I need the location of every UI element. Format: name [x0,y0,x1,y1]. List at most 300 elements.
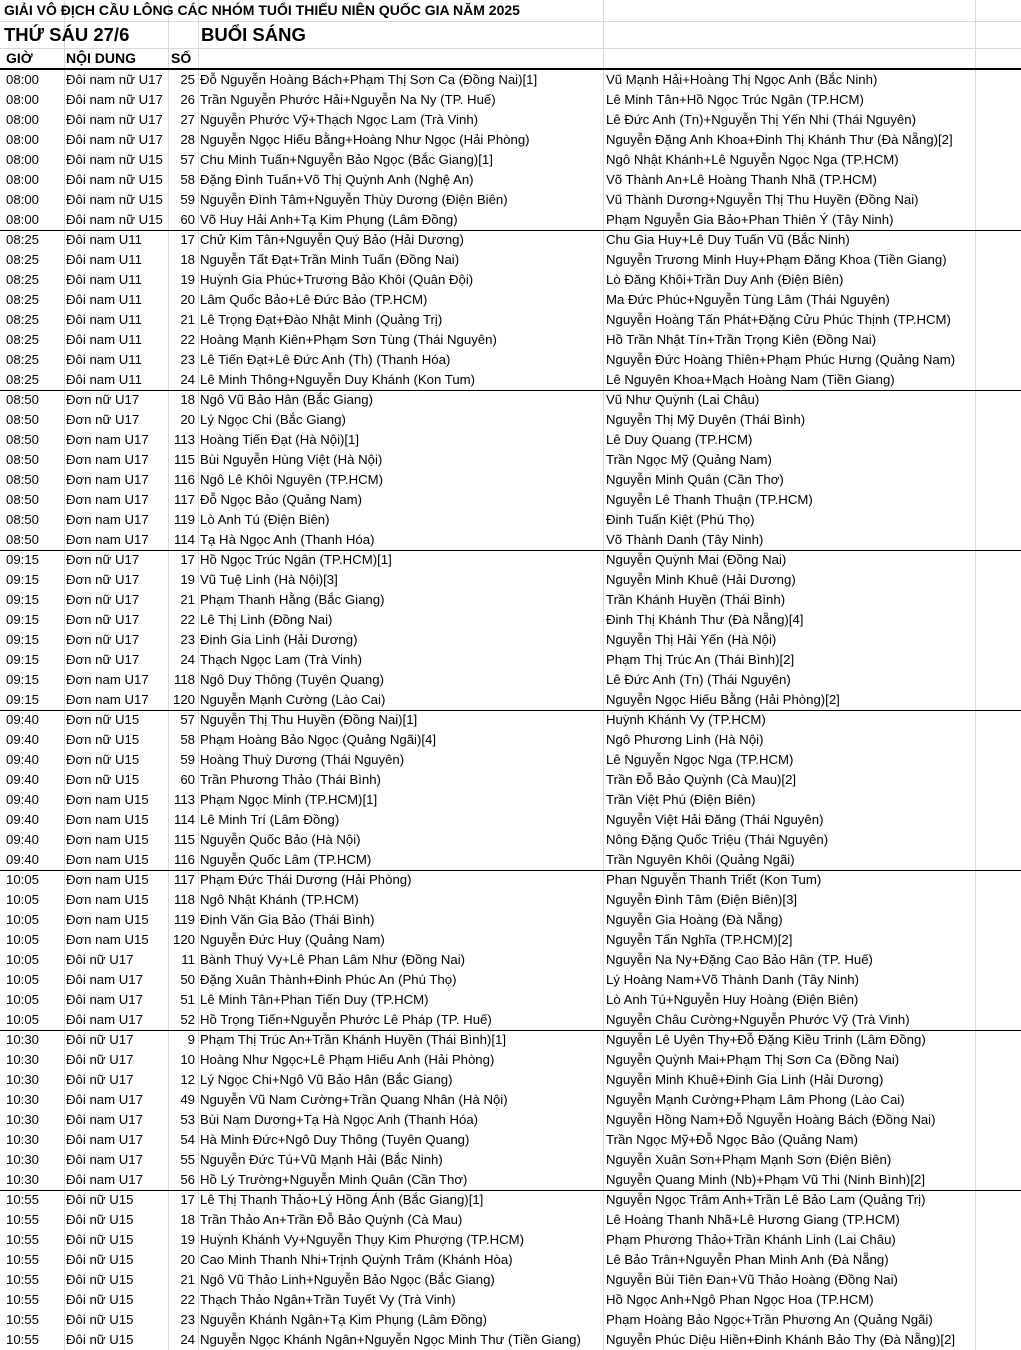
match-time: 10:55 [6,1212,40,1227]
player-side-b: Ma Đức Phúc+Nguyễn Tùng Lâm (Thái Nguyên) [606,292,890,307]
match-time: 09:15 [6,551,40,567]
match-number: 114 [173,532,195,547]
player-side-a: Lý Ngọc Chi+Ngô Vũ Bảo Hân (Bắc Giang) [200,1072,453,1087]
match-time: 10:05 [6,871,40,887]
match-number: 17 [180,1191,195,1207]
match-number: 118 [173,892,195,907]
player-side-a: Nguyễn Khánh Ngân+Tạ Kim Phụng (Lâm Đồng) [200,1312,487,1327]
player-side-b: Lê Hoàng Thanh Nhã+Lê Hương Giang (TP.HCM) [606,1212,900,1227]
player-side-a: Đinh Gia Linh (Hải Dương) [200,632,358,647]
match-event: Đôi nữ U15 [66,1252,134,1267]
match-time: 09:15 [6,652,40,667]
match-time: 09:40 [6,732,40,747]
player-side-b: Nông Đặng Quốc Triệu (Thái Nguyên) [606,832,829,847]
player-side-a: Hồ Ngọc Trúc Ngân (TP.HCM)[1] [200,551,392,567]
match-time: 10:30 [6,1092,40,1107]
match-event: Đơn nam U15 [66,832,149,847]
match-number: 52 [180,1012,195,1027]
match-event: Đơn nam U17 [66,492,149,507]
match-event: Đôi nam U11 [66,272,142,287]
table-row [0,730,1021,750]
player-side-a: Lê Thị Linh (Đồng Nai) [200,612,333,627]
match-number: 117 [173,492,195,507]
match-number: 25 [180,72,195,87]
match-event: Đơn nam U17 [66,452,149,467]
table-row [0,1130,1021,1150]
player-side-b: Võ Thành Danh (Tây Ninh) [606,532,764,547]
match-event: Đôi nam U11 [66,352,142,367]
match-time: 09:15 [6,672,40,687]
player-side-b: Nguyễn Trương Minh Huy+Phạm Đăng Khoa (Tiền Giang) [606,252,947,267]
match-event: Đơn nam U17 [66,692,149,707]
match-event: Đôi nam U11 [66,252,142,267]
match-time: 08:25 [6,332,40,347]
player-side-b: Lý Hoàng Nam+Võ Thành Danh (Tây Ninh) [606,972,860,987]
table-row [0,90,1021,110]
match-event: Đơn nữ U17 [66,551,140,567]
match-time: 08:00 [6,152,40,167]
player-side-b: Vũ Mạnh Hải+Hoàng Thị Ngọc Anh (Bắc Ninh) [606,72,878,87]
table-row [0,450,1021,470]
match-number: 17 [180,551,195,567]
player-side-b: Nguyễn Hồng Nam+Đỗ Nguyễn Hoàng Bách (Đồng Nai) [606,1112,936,1127]
table-row [0,190,1021,210]
match-event: Đôi nam nữ U17 [66,92,163,107]
player-side-a: Ngô Duy Thông (Tuyên Quang) [200,672,384,687]
match-event: Đôi nữ U15 [66,1292,134,1307]
match-time: 08:25 [6,312,40,327]
table-row [0,70,1021,90]
match-time: 09:15 [6,632,40,647]
player-side-a: Phạm Hoàng Bảo Ngọc (Quảng Ngãi)[4] [200,732,437,747]
table-row [0,850,1021,870]
player-side-b: Phan Nguyễn Thanh Triết (Kon Tum) [606,871,822,887]
match-event: Đơn nam U15 [66,912,149,927]
match-time: 09:40 [6,852,40,867]
player-side-a: Lò Anh Tú (Điện Biên) [200,512,330,527]
match-event: Đôi nam U11 [66,231,142,247]
player-side-b: Nguyễn Châu Cường+Nguyễn Phước Vỹ (Trà Vinh) [606,1012,910,1027]
match-event: Đơn nam U15 [66,812,149,827]
table-row [0,810,1021,830]
match-number: 57 [180,152,195,167]
player-side-b: Võ Thành An+Lê Hoàng Thanh Nhã (TP.HCM) [606,172,877,187]
player-side-b: Vũ Thành Dương+Nguyễn Thị Thu Huyền (Đồng Nai) [606,192,919,207]
match-event: Đôi nữ U17 [66,1031,134,1047]
match-number: 60 [180,772,195,787]
player-side-a: Trần Phương Thảo (Thái Bình) [200,772,381,787]
table-row [0,870,1021,890]
table-row [0,650,1021,670]
match-time: 08:00 [6,72,40,87]
session-label: BUỔI SÁNG [201,24,306,45]
player-side-a: Đỗ Ngọc Bảo (Quảng Nam) [200,492,362,507]
player-side-a: Trần Thảo An+Trần Đỗ Bảo Quỳnh (Cà Mau) [200,1212,463,1227]
player-side-b: Nguyễn Quỳnh Mai (Đồng Nai) [606,551,787,567]
player-side-b: Nguyễn Minh Quân (Cần Thơ) [606,472,784,487]
match-event: Đôi nữ U17 [66,1052,134,1067]
match-number: 22 [180,332,195,347]
player-side-a: Đặng Đình Tuấn+Võ Thị Quỳnh Anh (Nghệ An) [200,172,474,187]
match-time: 10:55 [6,1191,40,1207]
player-side-b: Nguyễn Gia Hoàng (Đà Nẵng) [606,912,783,927]
match-number: 23 [180,632,195,647]
match-event: Đôi nữ U15 [66,1332,134,1347]
match-event: Đôi nữ U15 [66,1212,134,1227]
match-event: Đơn nữ U17 [66,632,140,647]
player-side-a: Phạm Thanh Hằng (Bắc Giang) [200,592,385,607]
match-time: 10:55 [6,1232,40,1247]
player-side-a: Lê Minh Thông+Nguyễn Duy Khánh (Kon Tum) [200,372,476,387]
player-side-b: Vũ Như Quỳnh (Lai Châu) [606,391,760,407]
match-number: 49 [180,1092,195,1107]
player-side-b: Ngô Phương Linh (Hà Nội) [606,732,764,747]
match-number: 60 [180,212,195,227]
player-side-a: Nguyễn Thị Thu Huyền (Đồng Nai)[1] [200,711,418,727]
player-side-b: Nguyễn Đặng Anh Khoa+Đinh Thị Khánh Thư (Đà Nẵng)[2] [606,132,953,147]
player-side-a: Nguyễn Quốc Lâm (TP.HCM) [200,852,372,867]
player-side-b: Lê Bảo Trân+Nguyễn Phan Minh Anh (Đà Nẵng) [606,1252,889,1267]
player-side-b: Lê Đức Anh (Tn)+Nguyễn Thị Yến Nhi (Thái Nguyên) [606,112,916,127]
table-row [0,210,1021,230]
player-side-a: Đặng Xuân Thành+Đinh Phúc An (Phú Thọ) [200,972,457,987]
match-time: 08:50 [6,472,40,487]
match-time: 08:00 [6,132,40,147]
match-time: 08:50 [6,492,40,507]
match-time: 09:15 [6,592,40,607]
match-event: Đôi nam U17 [66,1172,143,1187]
player-side-b: Huỳnh Khánh Vy (TP.HCM) [606,711,766,727]
table-row [0,1270,1021,1290]
match-number: 28 [180,132,195,147]
table-row [0,1050,1021,1070]
player-side-b: Nguyễn Minh Khuê (Hải Dương) [606,572,796,587]
player-side-b: Nguyễn Mạnh Cường+Phạm Lâm Phong (Lào Cai) [606,1092,905,1107]
table-row [0,390,1021,410]
match-event: Đôi nam U17 [66,972,143,987]
column-header-number: SỐ [171,50,192,66]
table-row [0,1150,1021,1170]
match-event: Đơn nam U15 [66,892,149,907]
match-number: 24 [180,372,195,387]
match-time: 10:30 [6,1172,40,1187]
player-side-b: Nguyễn Quỳnh Mai+Phạm Thị Sơn Ca (Đồng Nai) [606,1052,900,1067]
match-time: 09:40 [6,792,40,807]
player-side-b: Phạm Hoàng Bảo Ngọc+Trần Phương An (Quảng Ngãi) [606,1312,933,1327]
table-row [0,770,1021,790]
player-side-a: Nguyễn Tất Đạt+Trần Minh Tuấn (Đồng Nai) [200,252,460,267]
table-row [0,310,1021,330]
match-time: 10:30 [6,1152,40,1167]
player-side-b: Nguyễn Quang Minh (Nb)+Phạm Vũ Thi (Ninh Bình)[2] [606,1172,925,1187]
match-number: 116 [173,852,195,867]
match-number: 116 [173,472,195,487]
table-row [0,330,1021,350]
table-row [0,1310,1021,1330]
match-time: 10:05 [6,912,40,927]
player-side-b: Nguyễn Bùi Tiên Đan+Vũ Thảo Hoàng (Đồng Nai) [606,1272,898,1287]
match-time: 08:00 [6,92,40,107]
table-row [0,1210,1021,1230]
match-number: 57 [180,711,195,727]
player-side-a: Huỳnh Gia Phúc+Trương Bảo Khôi (Quân Đội) [200,272,474,287]
player-side-a: Nguyễn Vũ Nam Cường+Trần Quang Nhân (Hà Nội) [200,1092,508,1107]
match-number: 20 [180,412,195,427]
match-number: 12 [180,1072,195,1087]
match-number: 119 [173,512,195,527]
match-time: 08:25 [6,252,40,267]
table-row [0,570,1021,590]
match-time: 10:05 [6,932,40,947]
player-side-a: Chu Minh Tuấn+Nguyễn Bảo Ngọc (Bắc Giang)[1] [200,152,493,167]
match-time: 10:05 [6,992,40,1007]
player-side-a: Ngô Nhật Khánh (TP.HCM) [200,892,359,907]
table-row [0,1010,1021,1030]
table-row [0,410,1021,430]
table-row [0,130,1021,150]
table-row [0,1290,1021,1310]
player-side-b: Nguyễn Phúc Diệu Hiền+Đinh Khánh Bảo Thy (Đà Nẵng)[2] [606,1332,956,1347]
table-row [0,1230,1021,1250]
match-time: 09:15 [6,572,40,587]
match-time: 10:30 [6,1052,40,1067]
player-side-a: Nguyễn Đức Tú+Vũ Mạnh Hải (Bắc Ninh) [200,1152,443,1167]
match-time: 10:55 [6,1272,40,1287]
player-side-b: Lê Đức Anh (Tn) (Thái Nguyên) [606,672,791,687]
player-side-a: Nguyễn Đức Huy (Quảng Nam) [200,932,385,947]
match-number: 21 [180,592,195,607]
table-row [0,830,1021,850]
match-number: 59 [180,192,195,207]
match-time: 10:05 [6,1012,40,1027]
match-number: 22 [180,1292,195,1307]
match-time: 08:00 [6,172,40,187]
match-event: Đôi nam U17 [66,1152,143,1167]
match-event: Đơn nam U15 [66,792,149,807]
table-row [0,230,1021,250]
match-time: 10:05 [6,892,40,907]
match-number: 59 [180,752,195,767]
match-event: Đơn nữ U15 [66,732,140,747]
table-row [0,1190,1021,1210]
table-row [0,910,1021,930]
match-number: 18 [180,391,195,407]
match-number: 58 [180,172,195,187]
match-time: 09:40 [6,832,40,847]
match-event: Đơn nam U17 [66,472,149,487]
match-event: Đôi nam nữ U17 [66,112,163,127]
match-event: Đôi nam U17 [66,1012,143,1027]
match-number: 19 [180,572,195,587]
player-side-a: Tạ Hà Ngọc Anh (Thanh Hóa) [200,532,375,547]
player-side-a: Nguyễn Mạnh Cường (Lào Cai) [200,692,386,707]
match-number: 56 [180,1172,195,1187]
player-side-b: Ngô Nhật Khánh+Lê Nguyễn Ngọc Nga (TP.HCM) [606,152,899,167]
match-number: 19 [180,1232,195,1247]
match-time: 10:05 [6,952,40,967]
match-time: 09:15 [6,692,40,707]
match-event: Đơn nữ U17 [66,412,140,427]
match-number: 53 [180,1112,195,1127]
player-side-a: Lê Tiến Đạt+Lê Đức Anh (Th) (Thanh Hóa) [200,352,451,367]
player-side-b: Đinh Thị Khánh Thư (Đà Nẵng)[4] [606,612,804,627]
match-event: Đơn nam U15 [66,932,149,947]
table-row [0,1330,1021,1350]
match-event: Đơn nữ U17 [66,592,140,607]
match-event: Đôi nam nữ U15 [66,212,163,227]
player-side-a: Cao Minh Thanh Nhi+Trịnh Quỳnh Trâm (Khánh Hòa) [200,1252,513,1267]
table-row [0,1070,1021,1090]
match-number: 21 [180,312,195,327]
match-event: Đôi nam nữ U17 [66,72,163,87]
player-side-a: Ngô Vũ Thảo Linh+Nguyễn Bảo Ngọc (Bắc Giang) [200,1272,495,1287]
match-event: Đôi nam U11 [66,312,142,327]
match-number: 22 [180,612,195,627]
player-side-a: Lê Trọng Đạt+Đào Nhật Minh (Quảng Trị) [200,312,443,327]
match-number: 10 [180,1052,195,1067]
match-number: 119 [173,912,195,927]
match-time: 08:50 [6,532,40,547]
player-side-b: Lê Nguyễn Ngọc Nga (TP.HCM) [606,752,794,767]
player-side-b: Nguyễn Minh Khuê+Đinh Gia Linh (Hải Dương) [606,1072,884,1087]
table-row [0,670,1021,690]
player-side-b: Lò Đăng Khôi+Trần Duy Anh (Điện Biên) [606,272,844,287]
document-title: GIẢI VÔ ĐỊCH CẦU LÔNG CÁC NHÓM TUỔI THIẾU NIÊN QUỐC GIA NĂM 2025 [4,2,520,18]
table-row [0,970,1021,990]
player-side-a: Ngô Lê Khôi Nguyên (TP.HCM) [200,472,383,487]
match-event: Đơn nam U17 [66,512,149,527]
match-number: 26 [180,92,195,107]
match-number: 115 [173,832,195,847]
match-number: 114 [173,812,195,827]
match-number: 54 [180,1132,195,1147]
table-row [0,1030,1021,1050]
match-time: 10:05 [6,972,40,987]
player-side-b: Nguyễn Đình Tâm (Điện Biên)[3] [606,892,798,907]
player-side-b: Trần Ngọc Mỹ (Quảng Nam) [606,452,772,467]
match-number: 120 [172,932,195,947]
player-side-a: Thạch Ngọc Lam (Trà Vinh) [200,652,362,667]
player-side-a: Hồ Lý Trường+Nguyễn Minh Quân (Cần Thơ) [200,1172,468,1187]
match-event: Đơn nữ U15 [66,772,140,787]
table-row [0,470,1021,490]
match-number: 115 [173,452,195,467]
table-row [0,990,1021,1010]
match-event: Đôi nam nữ U15 [66,152,163,167]
table-row [0,270,1021,290]
player-side-b: Lê Nguyên Khoa+Mạch Hoàng Nam (Tiền Giang) [606,372,895,387]
player-side-b: Trần Nguyên Khôi (Quảng Ngãi) [606,852,795,867]
match-time: 09:40 [6,752,40,767]
player-side-a: Thạch Thảo Ngân+Trần Tuyết Vy (Trà Vinh) [200,1292,456,1307]
grid-line [0,21,1021,22]
player-side-a: Bành Thuý Vy+Lê Phan Lâm Như (Đồng Nai) [200,952,466,967]
match-event: Đôi nữ U17 [66,1072,134,1087]
match-time: 08:00 [6,112,40,127]
match-event: Đôi nữ U15 [66,1312,134,1327]
player-side-a: Huỳnh Khánh Vy+Nguyễn Thụy Kim Phượng (TP.HCM) [200,1232,524,1247]
match-time: 10:30 [6,1132,40,1147]
match-number: 20 [180,292,195,307]
player-side-a: Hồ Trọng Tiến+Nguyễn Phước Lê Pháp (TP. Huế) [200,1012,492,1027]
player-side-a: Hoàng Mạnh Kiên+Phạm Sơn Tùng (Thái Nguyên) [200,332,497,347]
match-number: 113 [173,792,195,807]
match-event: Đôi nữ U17 [66,952,134,967]
table-row [0,110,1021,130]
player-side-a: Hoàng Tiến Đạt (Hà Nội)[1] [200,432,360,447]
table-row [0,490,1021,510]
table-row [0,510,1021,530]
table-row [0,150,1021,170]
player-side-a: Đinh Văn Gia Bảo (Thái Bình) [200,912,375,927]
match-time: 08:00 [6,192,40,207]
player-side-a: Phạm Thị Trúc An+Trần Khánh Huyền (Thái Bình)[1] [200,1031,507,1047]
player-side-a: Nguyễn Phước Vỹ+Thạch Ngọc Lam (Trà Vinh) [200,112,479,127]
match-number: 18 [180,252,195,267]
match-time: 10:30 [6,1112,40,1127]
match-event: Đôi nam nữ U15 [66,192,163,207]
match-event: Đôi nữ U15 [66,1191,134,1207]
player-side-b: Hồ Ngọc Anh+Ngô Phan Ngọc Hoa (TP.HCM) [606,1292,874,1307]
player-side-a: Lê Thị Thanh Thảo+Lý Hồng Ánh (Bắc Giang)[1] [200,1191,484,1207]
player-side-b: Nguyễn Hoàng Tấn Phát+Đặng Cửu Phúc Thịnh (TP.HCM) [606,312,951,327]
player-side-b: Chu Gia Huy+Lê Duy Tuấn Vũ (Bắc Ninh) [606,231,850,247]
match-number: 50 [180,972,195,987]
match-time: 08:50 [6,432,40,447]
player-side-a: Phạm Đức Thái Dương (Hải Phòng) [200,871,412,887]
player-side-a: Đỗ Nguyễn Hoàng Bách+Phạm Thị Sơn Ca (Đồng Nai)[1] [200,72,538,87]
match-time: 10:30 [6,1072,40,1087]
match-number: 19 [180,272,195,287]
match-event: Đôi nam U11 [66,332,142,347]
match-number: 27 [180,112,195,127]
match-event: Đôi nam U17 [66,1112,143,1127]
player-side-a: Vũ Tuệ Linh (Hà Nội)[3] [200,572,338,587]
player-side-a: Lý Ngọc Chi (Bắc Giang) [200,412,346,427]
player-side-a: Phạm Ngọc Minh (TP.HCM)[1] [200,792,378,807]
match-number: 23 [180,352,195,367]
match-event: Đơn nam U15 [66,871,149,887]
match-event: Đôi nữ U15 [66,1232,134,1247]
match-number: 51 [180,992,195,1007]
table-row [0,430,1021,450]
table-row [0,710,1021,730]
match-time: 08:50 [6,512,40,527]
match-event: Đôi nam U11 [66,292,142,307]
player-side-a: Chử Kim Tân+Nguyễn Quý Bảo (Hải Dương) [200,231,464,247]
match-time: 08:50 [6,412,40,427]
schedule-table [0,70,1021,1350]
column-header-time: GIỜ [6,50,33,66]
match-time: 08:25 [6,372,40,387]
table-row [0,250,1021,270]
match-event: Đôi nam U11 [66,372,142,387]
player-side-a: Bùi Nam Dương+Tạ Hà Ngọc Anh (Thanh Hóa) [200,1112,479,1127]
table-row [0,690,1021,710]
match-time: 08:50 [6,452,40,467]
table-row [0,950,1021,970]
player-side-b: Đinh Tuấn Kiệt (Phú Thọ) [606,512,755,527]
match-event: Đơn nam U17 [66,432,149,447]
table-row [0,750,1021,770]
player-side-a: Nguyễn Ngọc Hiếu Bằng+Hoàng Như Ngọc (Hải Phòng) [200,132,530,147]
player-side-a: Lê Minh Trí (Lâm Đồng) [200,812,340,827]
table-row [0,630,1021,650]
match-event: Đơn nữ U17 [66,391,140,407]
table-row [0,350,1021,370]
player-side-b: Nguyễn Thị Mỹ Duyên (Thái Bình) [606,412,806,427]
player-side-b: Nguyễn Na Ny+Đặng Cao Bảo Hân (TP. Huế) [606,952,873,967]
